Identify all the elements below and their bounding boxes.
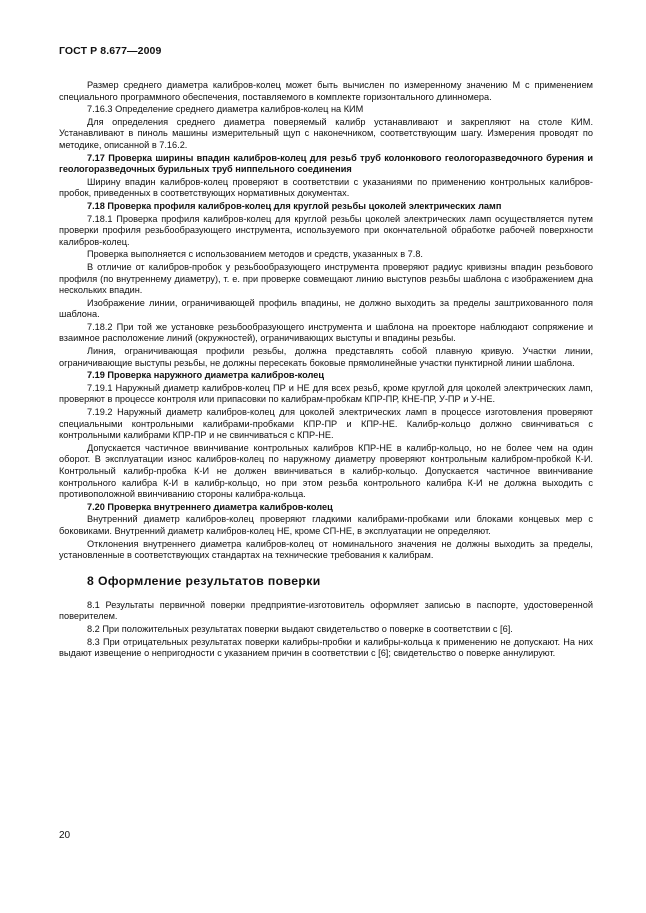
subsection-heading: 7.17 Проверка ширины впадин калибров-колец для резьб труб колонкового геологоразведочного бурения и геологоразведочных бурильных труб ниппельного соединения xyxy=(59,152,593,175)
subsection-heading: 7.20 Проверка внутреннего диаметра калибров-колец xyxy=(87,501,333,512)
paragraph: 7.19.2 Наружный диаметр калибров-колец для цоколей электрических ламп в процессе изготовления проверяют специальными контрольными калибрами-пробками КПР-ПР и КПР-НЕ. Калибр-кольцо должно свинчиваться с контрольными калибрами КПР-ПР и не свинчиваться с КПР-НЕ. xyxy=(59,407,593,441)
paragraph: Отклонения внутреннего диаметра калибров-колец от номинального значения не должны выходить за пределы, установленные в соответствующих стандартах на технические требования к калибрам. xyxy=(59,538,593,561)
subsection-heading: 7.19 Проверка наружного диаметра калибров-колец xyxy=(87,370,324,381)
paragraph: Для определения среднего диаметра поверяемый калибр устанавливают и закрепляют на столе КИМ. Устанавливают в пиноль машины измерительный щуп с наконечником, соответствующим шагу. Измерения проводят по методике, описанной в 7.16.2. xyxy=(59,116,593,150)
document-body xyxy=(59,80,593,661)
paragraph: 8.1 Результаты первичной поверки предприятие-изготовитель оформляет записью в паспорте, удостоверенной поверителем. xyxy=(59,599,593,622)
paragraph: Допускается частичное ввинчивание контрольных калибров КПР-НЕ в калибр-кольцо, но не более чем на один оборот. В эксплуатации износ калибров-колец по наружному диаметру проверяют контрольным калибром-пробкой К-И. Контрольный калибр-пробка К-И не должен ввинчиваться в калибр-кольцо. Допускается частичное ввинчивание контрольного калибра К-И в калибр-кольцо, но при этом резьба контрольного калибра К-И не должна выходить с противоположной ввинчиванию стороны калибра-кольца. xyxy=(59,442,593,500)
paragraph: Размер среднего диаметра калибров-колец может быть вычислен по измеренному значению М с применением специального программного обеспечения, поставляемого в комплекте горизонтального длинномера. xyxy=(59,80,593,102)
paragraph: Внутренний диаметр калибров-колец проверяют гладкими калибрами-пробками или блоками концевых мер с боковиками. Внутренний диаметр калибров-колец НЕ, кроме СП-НЕ, в эксплуатации не определяют. xyxy=(59,514,593,536)
paragraph: 8.2 При положительных результатах поверки выдают свидетельство о поверке в соответствии с [6]. xyxy=(87,623,513,634)
paragraph: 7.19.1 Наружный диаметр калибров-колец ПР и НЕ для всех резьб, кроме круглой для цоколей электрических ламп, проверяют в процессе контроля или припасовки по калибрам-пробкам КПР-ПР, КНЕ-ПР, У-ПР и У-НЕ. xyxy=(59,382,593,405)
paragraph: Ширину впадин калибров-колец проверяют в соответствии с указаниями по применению контрольных калибров-пробок, приведенных в соответствующих нормативных документах. xyxy=(59,176,593,199)
paragraph: В отличие от калибров-пробок у резьбообразующего инструмента проверяют радиус кривизны впадин резьбового профиля (по внутреннему диаметру), т. е. при проверке совмещают линию выступов резьбы шаблона с изображением дна нескольких впадин. xyxy=(59,261,593,296)
paragraph: 7.18.2 При той же установке резьбообразующего инструмента и шаблона на проекторе наблюдают сопряжение и взаимное расположение линий (окружностей), ограничивающих выступы и впадины резьбы. xyxy=(59,321,593,344)
paragraph: Изображение линии, ограничивающей профиль впадины, не должно выходить за пределы заштрихованного поля шаблона. xyxy=(59,297,593,320)
section-heading: 8 Оформление результатов поверки xyxy=(87,573,321,588)
standard-header: ГОСТ Р 8.677—2009 xyxy=(59,45,162,57)
paragraph: Линия, ограничивающая профили резьбы, должна представлять собой плавную кривую. Участки линии, ограничивающие выступы резьбы, не должны пересекать боковые прямолинейные участки пунктирной линии шаблона. xyxy=(59,346,593,368)
page-number: 20 xyxy=(59,830,71,841)
paragraph: 7.18.1 Проверка профиля калибров-колец для круглой резьбы цоколей электрических ламп осуществляется путем проверки профиля резьбообразующего инструмента, используемого при окончательной обработке рабочей поверхности калибров-колец. xyxy=(59,213,593,247)
paragraph: 7.16.3 Определение среднего диаметра калибров-колец на КИМ xyxy=(87,104,364,115)
subsection-heading: 7.18 Проверка профиля калибров-колец для круглой резьбы цоколей электрических ламп xyxy=(87,200,502,211)
paragraph: 8.3 При отрицательных результатах поверки калибры-пробки и калибры-кольца к применению не допускают. На них выдают извещение о непригодности с указанием причин в соответствии с [6]; свидетельство о поверке аннулируют. xyxy=(59,636,593,659)
paragraph: Проверка выполняется с использованием методов и средств, указанных в 7.8. xyxy=(87,249,423,260)
